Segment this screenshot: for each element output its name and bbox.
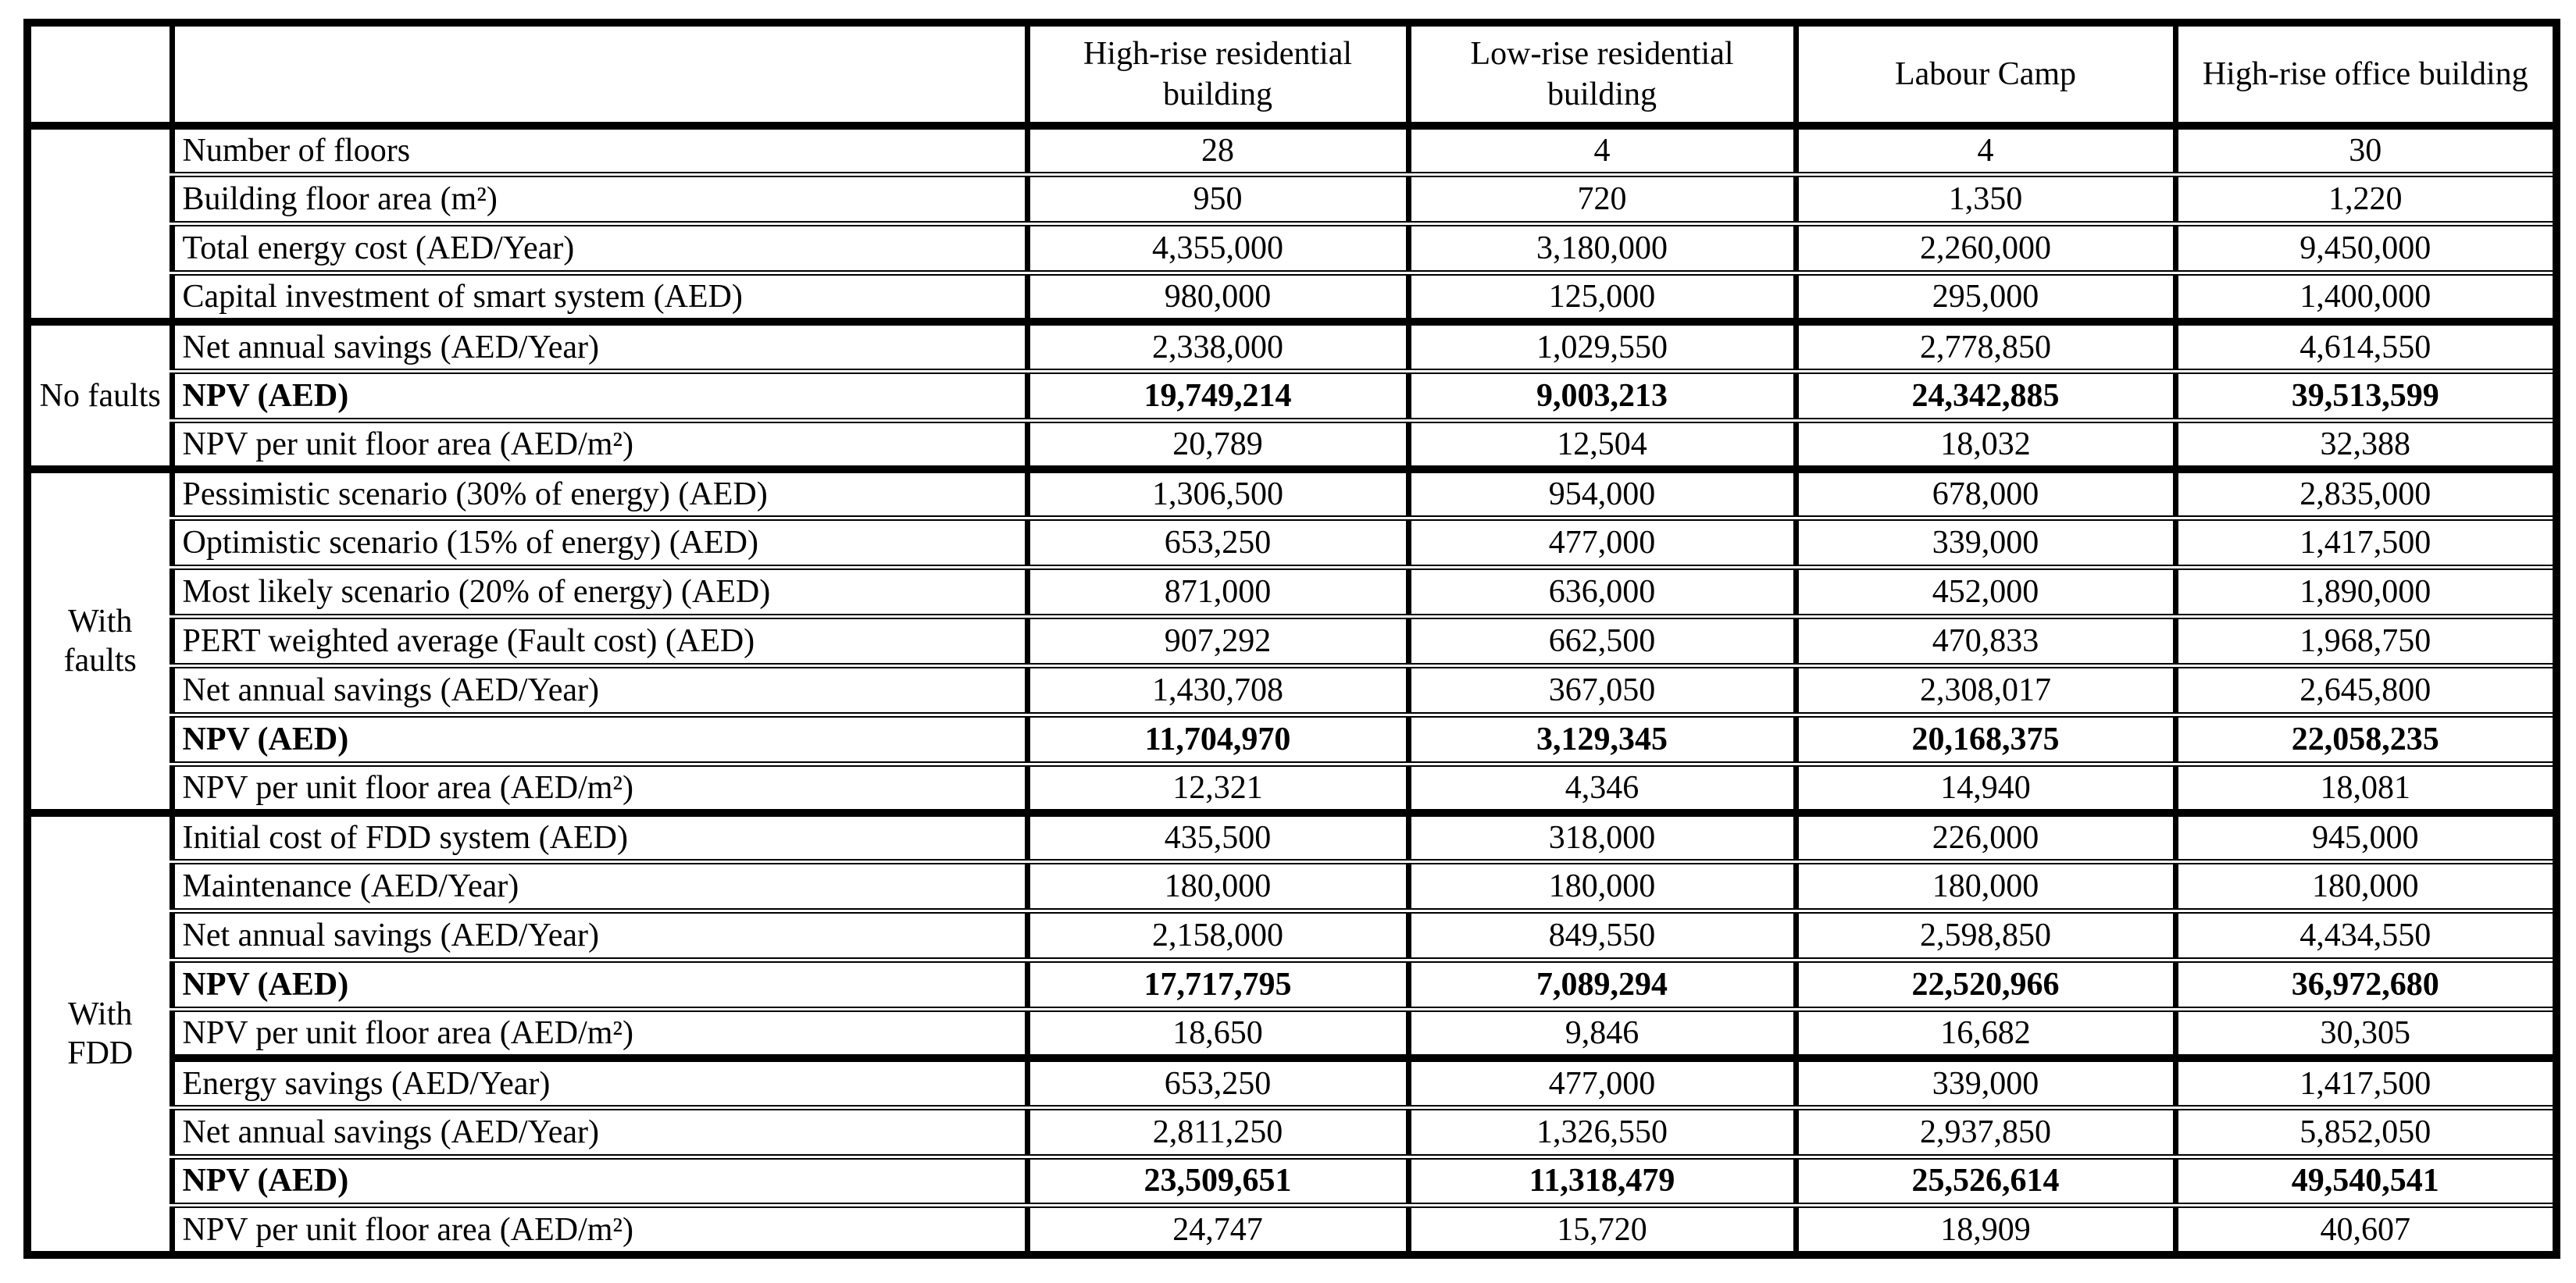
value-cell: 907,292 xyxy=(1027,617,1408,666)
column-header-highrise-office: High-rise office building xyxy=(2175,23,2556,126)
table-row xyxy=(27,1107,2556,1156)
value-cell: 3,180,000 xyxy=(1408,224,1796,273)
table-row xyxy=(27,224,2556,273)
table-row xyxy=(27,519,2556,568)
value-cell: 662,500 xyxy=(1408,617,1796,666)
value-cell: 4,346 xyxy=(1408,764,1796,813)
table-row xyxy=(27,665,2556,715)
value-cell: 1,029,550 xyxy=(1408,322,1796,371)
value-cell: 339,000 xyxy=(1796,1058,2175,1107)
value-cell: 2,937,850 xyxy=(1796,1107,2175,1156)
table-header xyxy=(27,23,2556,126)
table-row xyxy=(27,322,2556,371)
value-cell: 1,417,500 xyxy=(2175,519,2556,568)
value-cell: 1,220 xyxy=(2175,175,2556,224)
table-row xyxy=(27,568,2556,617)
value-cell: 125,000 xyxy=(1408,273,1796,323)
value-cell: 11,318,479 xyxy=(1408,1156,1796,1206)
value-cell: 1,968,750 xyxy=(2175,617,2556,666)
value-cell: 32,388 xyxy=(2175,420,2556,469)
value-cell: 23,509,651 xyxy=(1027,1156,1408,1206)
value-cell: 12,321 xyxy=(1027,764,1408,813)
value-cell: 9,450,000 xyxy=(2175,224,2556,273)
value-cell: 2,645,800 xyxy=(2175,665,2556,715)
value-cell: 22,520,966 xyxy=(1796,960,2175,1010)
value-cell: 367,050 xyxy=(1408,665,1796,715)
value-cell: 954,000 xyxy=(1408,469,1796,519)
value-cell: 20,789 xyxy=(1027,420,1408,469)
value-cell: 15,720 xyxy=(1408,1206,1796,1255)
value-cell: 18,032 xyxy=(1796,420,2175,469)
column-header-labour-camp: Labour Camp xyxy=(1796,23,2175,126)
table-row xyxy=(27,764,2556,813)
value-cell: 2,835,000 xyxy=(2175,469,2556,519)
column-header-highrise-residential: High-rise residential building xyxy=(1027,23,1408,126)
value-cell: 40,607 xyxy=(2175,1206,2556,1255)
value-cell: 28 xyxy=(1027,126,1408,175)
financial-analysis-table xyxy=(23,19,2560,1259)
row-label: NPV per unit floor area (AED/m²) xyxy=(172,1206,1027,1255)
value-cell: 339,000 xyxy=(1796,519,2175,568)
row-group-label: With FDD xyxy=(27,813,172,1255)
value-cell: 1,890,000 xyxy=(2175,568,2556,617)
row-label: Number of floors xyxy=(172,126,1027,175)
header-row xyxy=(27,23,2556,126)
value-cell: 39,513,599 xyxy=(2175,371,2556,420)
value-cell: 636,000 xyxy=(1408,568,1796,617)
value-cell: 30,305 xyxy=(2175,1009,2556,1058)
row-label: Maintenance (AED/Year) xyxy=(172,862,1027,911)
value-cell: 19,749,214 xyxy=(1027,371,1408,420)
value-cell: 18,650 xyxy=(1027,1009,1408,1058)
corner-cell-label xyxy=(172,23,1027,126)
value-cell: 435,500 xyxy=(1027,813,1408,862)
value-cell: 295,000 xyxy=(1796,273,2175,323)
table-row xyxy=(27,371,2556,420)
table-row xyxy=(27,469,2556,519)
value-cell: 2,260,000 xyxy=(1796,224,2175,273)
value-cell: 49,540,541 xyxy=(2175,1156,2556,1206)
value-cell: 4,355,000 xyxy=(1027,224,1408,273)
value-cell: 5,852,050 xyxy=(2175,1107,2556,1156)
value-cell: 477,000 xyxy=(1408,1058,1796,1107)
value-cell: 12,504 xyxy=(1408,420,1796,469)
row-label: NPV per unit floor area (AED/m²) xyxy=(172,1009,1027,1058)
row-label: Optimistic scenario (15% of energy) (AED) xyxy=(172,519,1027,568)
row-group-label: With faults xyxy=(27,469,172,813)
value-cell: 9,003,213 xyxy=(1408,371,1796,420)
row-label: NPV per unit floor area (AED/m²) xyxy=(172,764,1027,813)
value-cell: 849,550 xyxy=(1408,911,1796,960)
value-cell: 1,306,500 xyxy=(1027,469,1408,519)
value-cell: 226,000 xyxy=(1796,813,2175,862)
table-row xyxy=(27,960,2556,1010)
value-cell: 4,614,550 xyxy=(2175,322,2556,371)
row-label: Net annual savings (AED/Year) xyxy=(172,665,1027,715)
table-row xyxy=(27,1058,2556,1107)
table-row xyxy=(27,617,2556,666)
value-cell: 871,000 xyxy=(1027,568,1408,617)
row-label: PERT weighted average (Fault cost) (AED) xyxy=(172,617,1027,666)
value-cell: 11,704,970 xyxy=(1027,715,1408,764)
value-cell: 180,000 xyxy=(1408,862,1796,911)
value-cell: 4 xyxy=(1796,126,2175,175)
table-row xyxy=(27,273,2556,323)
value-cell: 720 xyxy=(1408,175,1796,224)
value-cell: 30 xyxy=(2175,126,2556,175)
value-cell: 9,846 xyxy=(1408,1009,1796,1058)
value-cell: 2,158,000 xyxy=(1027,911,1408,960)
column-header-lowrise-residential: Low-rise residential building xyxy=(1408,23,1796,126)
value-cell: 4 xyxy=(1408,126,1796,175)
value-cell: 2,308,017 xyxy=(1796,665,2175,715)
value-cell: 318,000 xyxy=(1408,813,1796,862)
row-label: Energy savings (AED/Year) xyxy=(172,1058,1027,1107)
value-cell: 1,326,550 xyxy=(1408,1107,1796,1156)
value-cell: 7,089,294 xyxy=(1408,960,1796,1010)
row-label: Net annual savings (AED/Year) xyxy=(172,322,1027,371)
value-cell: 22,058,235 xyxy=(2175,715,2556,764)
row-label: NPV (AED) xyxy=(172,715,1027,764)
row-label: NPV (AED) xyxy=(172,1156,1027,1206)
table-row xyxy=(27,862,2556,911)
value-cell: 2,598,850 xyxy=(1796,911,2175,960)
row-label: Net annual savings (AED/Year) xyxy=(172,1107,1027,1156)
table-row xyxy=(27,1156,2556,1206)
row-label: Total energy cost (AED/Year) xyxy=(172,224,1027,273)
table-row xyxy=(27,813,2556,862)
value-cell: 452,000 xyxy=(1796,568,2175,617)
value-cell: 24,747 xyxy=(1027,1206,1408,1255)
value-cell: 477,000 xyxy=(1408,519,1796,568)
value-cell: 4,434,550 xyxy=(2175,911,2556,960)
table-row xyxy=(27,1206,2556,1255)
table-row xyxy=(27,420,2556,469)
value-cell: 1,350 xyxy=(1796,175,2175,224)
value-cell: 3,129,345 xyxy=(1408,715,1796,764)
row-label: Capital investment of smart system (AED) xyxy=(172,273,1027,323)
value-cell: 2,338,000 xyxy=(1027,322,1408,371)
value-cell: 18,081 xyxy=(2175,764,2556,813)
value-cell: 1,430,708 xyxy=(1027,665,1408,715)
value-cell: 180,000 xyxy=(1027,862,1408,911)
value-cell: 2,778,850 xyxy=(1796,322,2175,371)
row-group-label: No faults xyxy=(27,322,172,469)
row-label: Building floor area (m²) xyxy=(172,175,1027,224)
value-cell: 25,526,614 xyxy=(1796,1156,2175,1206)
value-cell: 20,168,375 xyxy=(1796,715,2175,764)
value-cell: 653,250 xyxy=(1027,1058,1408,1107)
row-label: NPV per unit floor area (AED/m²) xyxy=(172,420,1027,469)
value-cell: 945,000 xyxy=(2175,813,2556,862)
table-row xyxy=(27,911,2556,960)
value-cell: 1,400,000 xyxy=(2175,273,2556,323)
value-cell: 16,682 xyxy=(1796,1009,2175,1058)
value-cell: 678,000 xyxy=(1796,469,2175,519)
value-cell: 24,342,885 xyxy=(1796,371,2175,420)
value-cell: 18,909 xyxy=(1796,1206,2175,1255)
value-cell: 1,417,500 xyxy=(2175,1058,2556,1107)
row-group-label xyxy=(27,126,172,322)
value-cell: 653,250 xyxy=(1027,519,1408,568)
table-row xyxy=(27,126,2556,175)
table-row xyxy=(27,1009,2556,1058)
row-label: Net annual savings (AED/Year) xyxy=(172,911,1027,960)
row-label: Most likely scenario (20% of energy) (AED) xyxy=(172,568,1027,617)
value-cell: 950 xyxy=(1027,175,1408,224)
row-label: Initial cost of FDD system (AED) xyxy=(172,813,1027,862)
value-cell: 180,000 xyxy=(1796,862,2175,911)
value-cell: 470,833 xyxy=(1796,617,2175,666)
table-row xyxy=(27,175,2556,224)
value-cell: 14,940 xyxy=(1796,764,2175,813)
table-body xyxy=(27,126,2556,1255)
value-cell: 980,000 xyxy=(1027,273,1408,323)
value-cell: 36,972,680 xyxy=(2175,960,2556,1010)
row-label: NPV (AED) xyxy=(172,371,1027,420)
row-label: NPV (AED) xyxy=(172,960,1027,1010)
corner-cell-group xyxy=(27,23,172,126)
row-label: Pessimistic scenario (30% of energy) (AED) xyxy=(172,469,1027,519)
value-cell: 180,000 xyxy=(2175,862,2556,911)
value-cell: 2,811,250 xyxy=(1027,1107,1408,1156)
table-row xyxy=(27,715,2556,764)
value-cell: 17,717,795 xyxy=(1027,960,1408,1010)
